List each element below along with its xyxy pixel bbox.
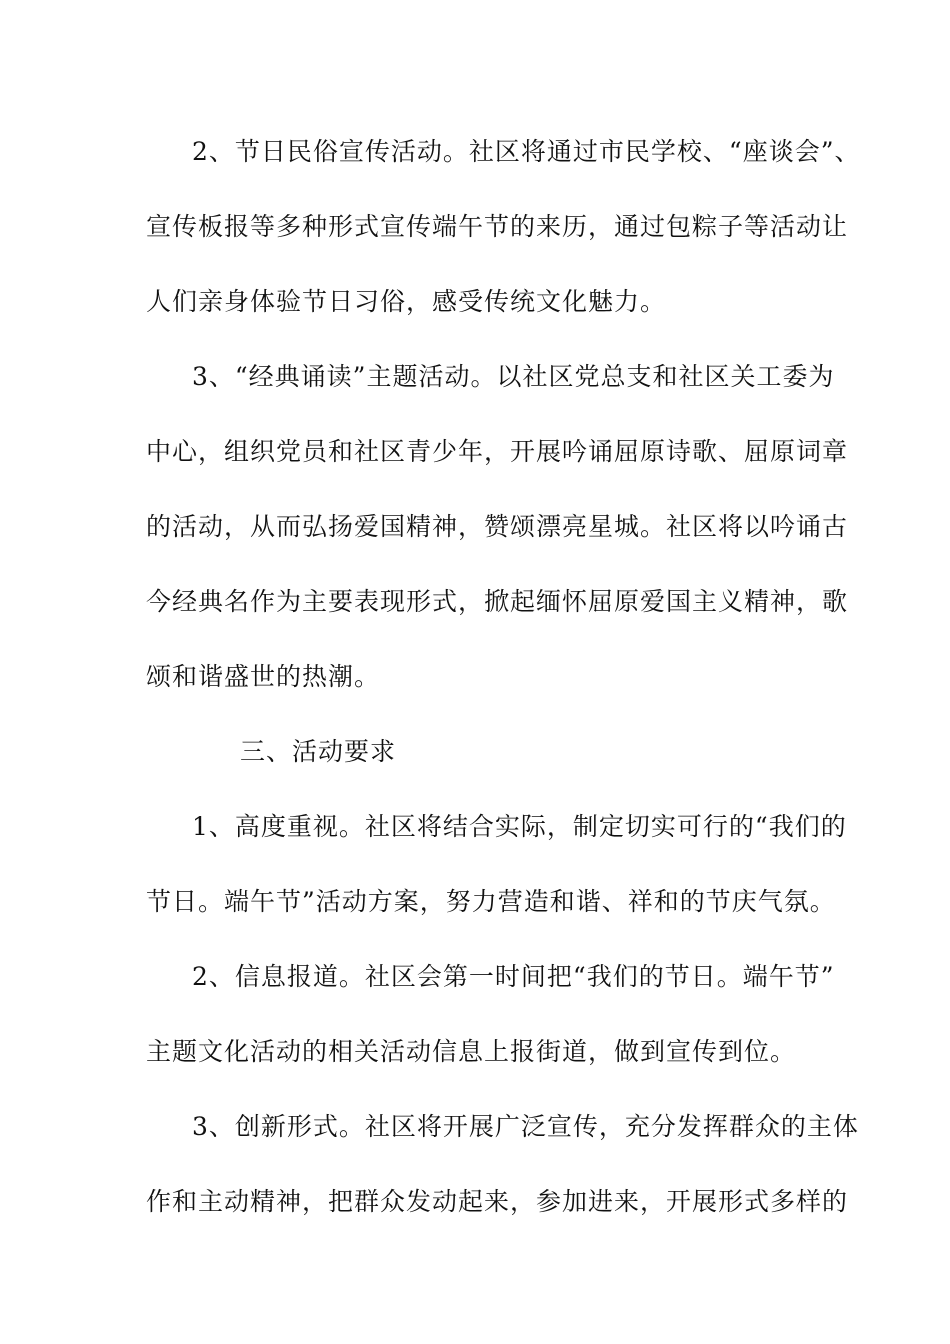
paragraph-line: 3、“经典诵读”主题活动。以社区党总支和社区关工委为 [192, 362, 835, 391]
paragraph-line: 的活动，从而弘扬爱国精神，赞颂漂亮星城。社区将以吟诵古 [146, 512, 849, 541]
paragraph-line: 颂和谐盛世的热潮。 [146, 662, 381, 691]
paragraph-line: 作和主动精神，把群众发动起来，参加进来，开展形式多样的 [146, 1187, 849, 1216]
paragraph-line: 主题文化活动的相关活动信息上报街道，做到宣传到位。 [146, 1037, 797, 1066]
paragraph-line: 2、信息报道。社区会第一时间把“我们的节日。端午节” [192, 962, 835, 991]
paragraph-line: 2、节日民俗宣传活动。社区将通过市民学校、“座谈会”、 [192, 137, 861, 166]
paragraph-line: 今经典名作为主要表现形式，掀起缅怀屈原爱国主义精神，歌 [146, 587, 849, 616]
section-heading: 三、活动要求 [240, 737, 397, 766]
paragraph-line: 宣传板报等多种形式宣传端午节的来历，通过包粽子等活动让 [146, 212, 849, 241]
paragraph-line: 3、创新形式。社区将开展广泛宣传，充分发挥群众的主体 [192, 1112, 859, 1141]
paragraph-line: 中心，组织党员和社区青少年，开展吟诵屈原诗歌、屈原词章 [146, 437, 849, 466]
paragraph-line: 1、高度重视。社区将结合实际，制定切实可行的“我们的 [192, 812, 847, 841]
paragraph-line: 人们亲身体验节日习俗，感受传统文化魅力。 [146, 287, 667, 316]
paragraph-line: 节日。端午节”活动方案，努力营造和谐、祥和的节庆气氛。 [146, 887, 836, 916]
